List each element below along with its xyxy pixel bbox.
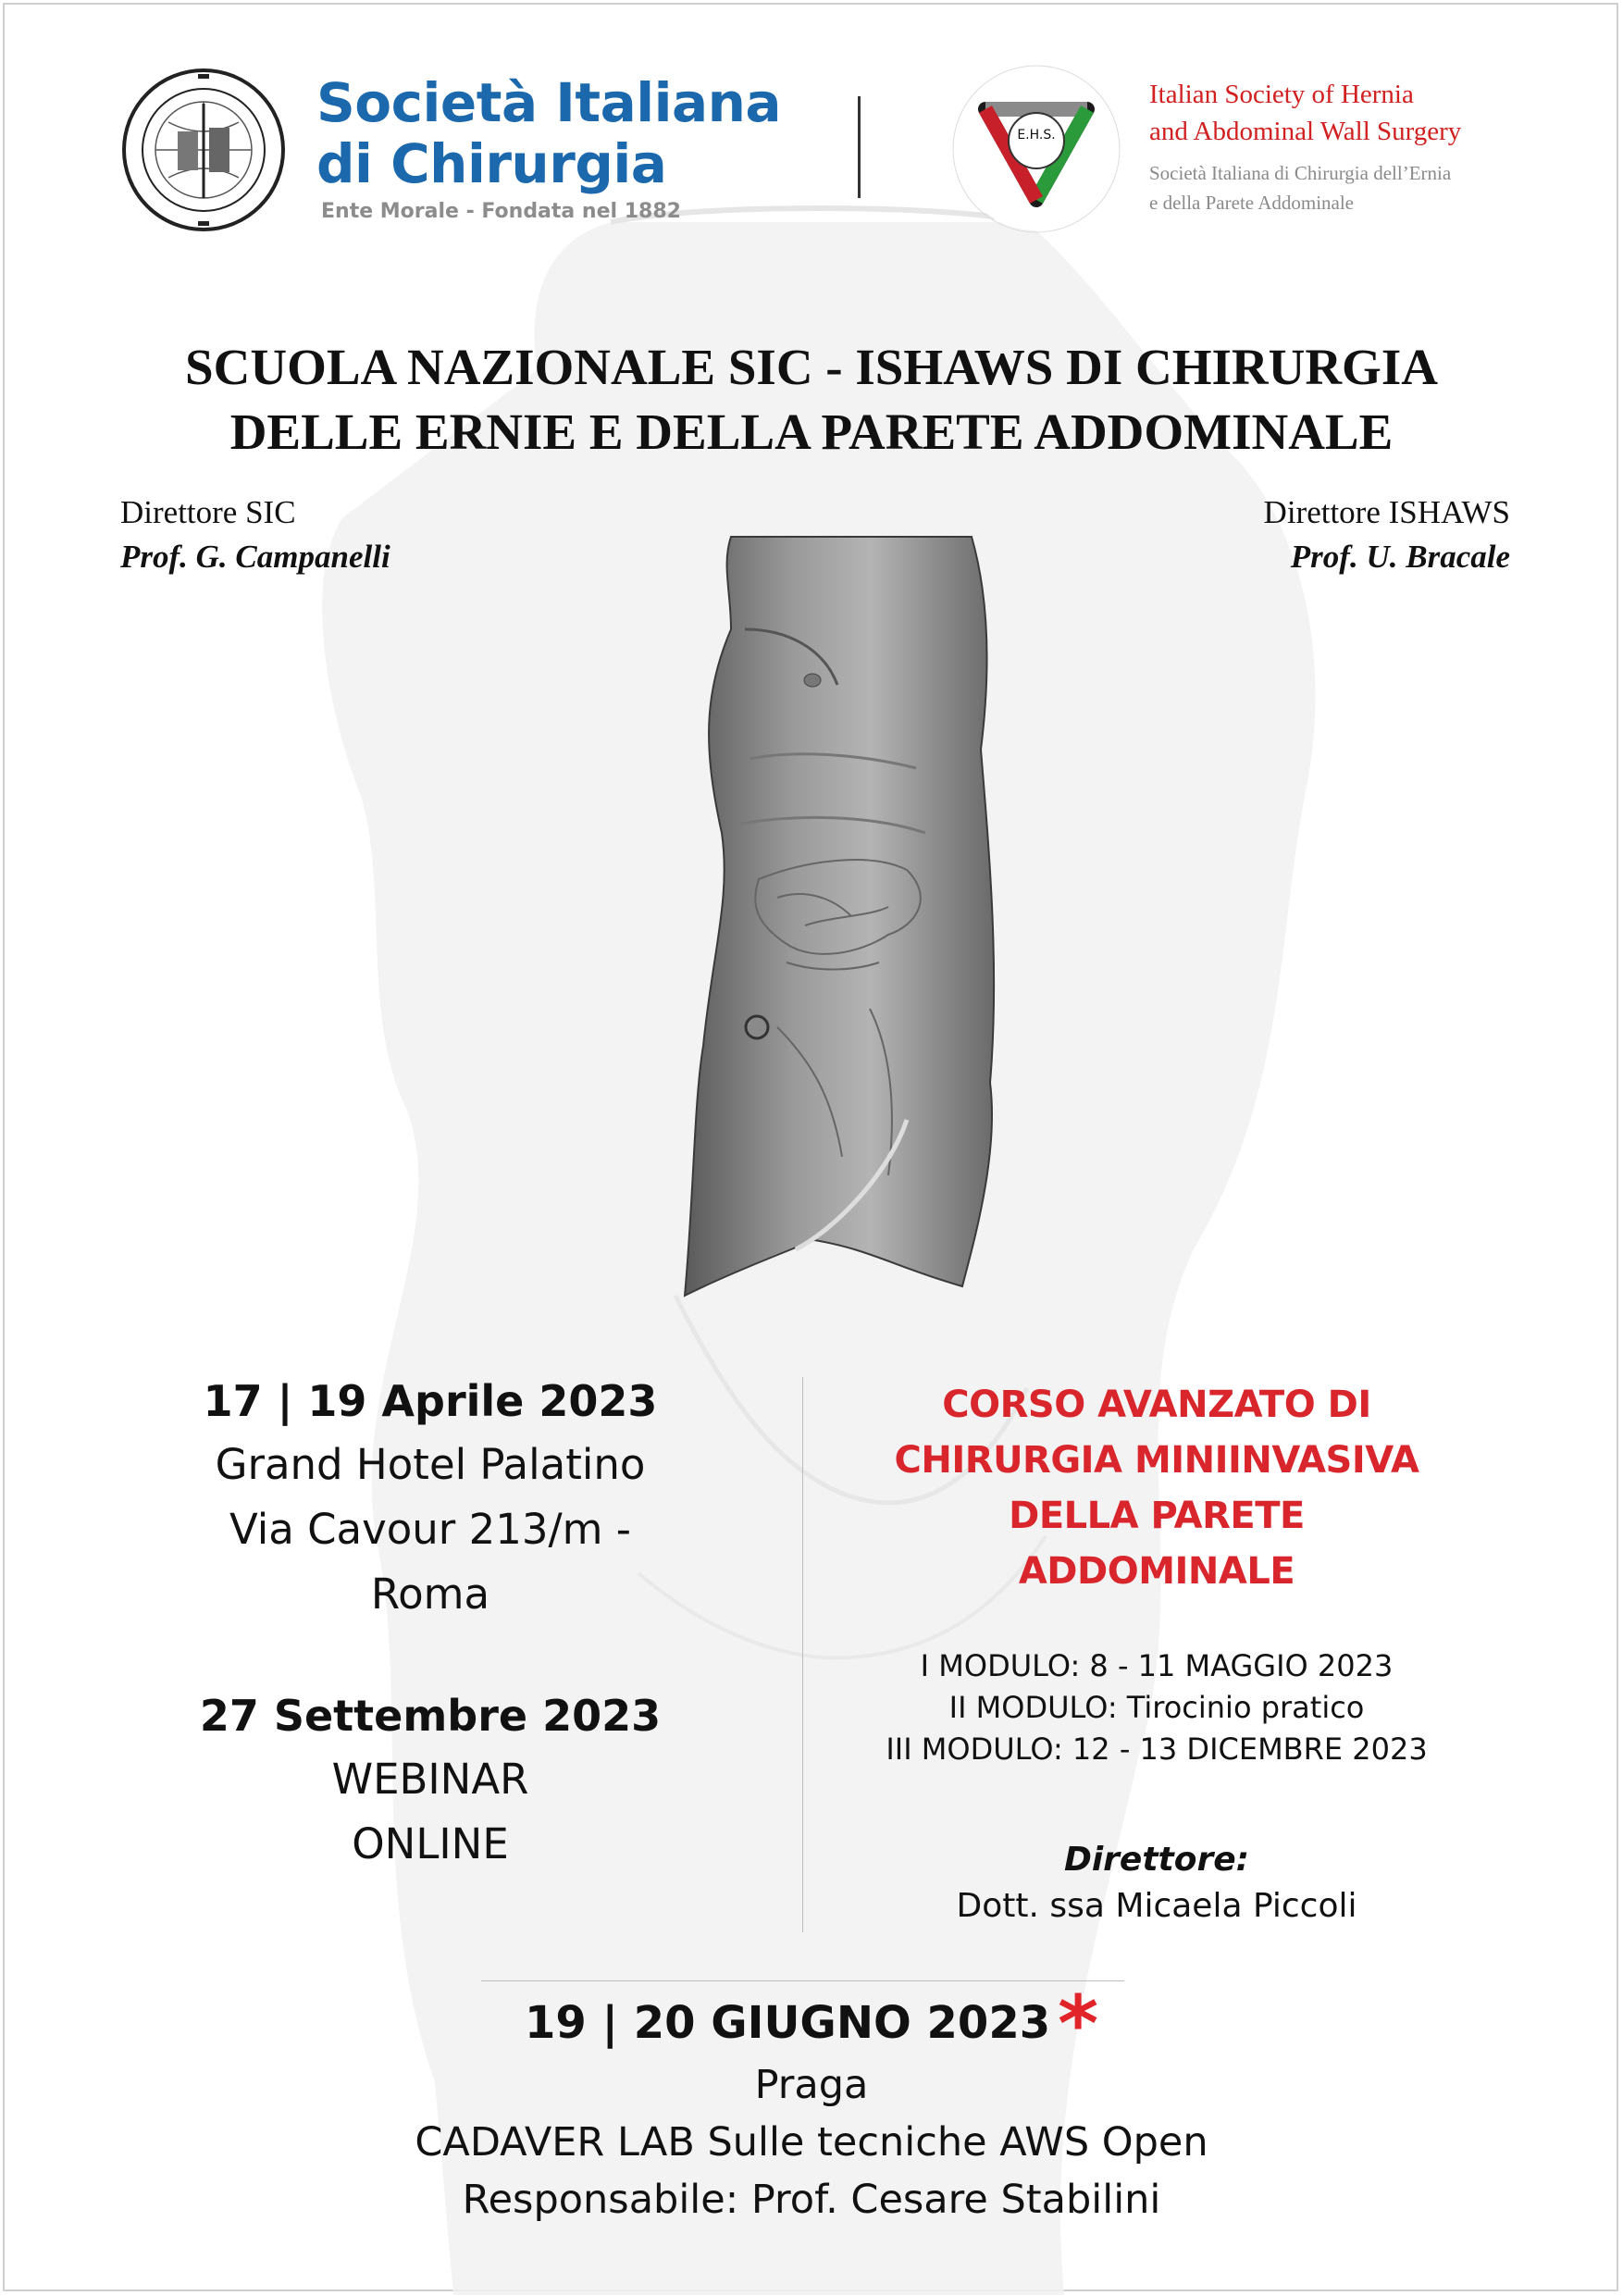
cadaver-lab-city: Praga xyxy=(754,2062,869,2108)
sic-seal-logo xyxy=(120,67,287,233)
cadaver-lab-date-row xyxy=(278,1979,1345,2069)
advanced-course xyxy=(833,1377,1481,1930)
course-modules xyxy=(833,1645,1481,1770)
course-title-line3: DELLA PARETE xyxy=(1009,1495,1305,1537)
bottom-divider xyxy=(481,1980,1124,1981)
director-sic-role: Direttore SIC xyxy=(120,494,296,530)
ishaws-sub-line2: e della Parete Addominale xyxy=(1149,192,1355,214)
director-ishaws-name: Prof. U. Bracale xyxy=(1290,539,1510,575)
sic-name-line1: Società Italiana xyxy=(316,71,782,134)
asterisk-icon: * xyxy=(1058,1979,1099,2069)
sic-name xyxy=(316,72,781,194)
director-sic-name: Prof. G. Campanelli xyxy=(120,539,390,575)
event1-venue: Grand Hotel Palatino xyxy=(215,1440,646,1489)
sic-subtitle: Ente Morale - Fondata nel 1882 xyxy=(321,200,681,223)
course-director-name: Dott. ssa Micaela Piccoli xyxy=(956,1887,1357,1925)
event1-city: Roma xyxy=(370,1570,490,1619)
event2-mode: ONLINE xyxy=(352,1819,509,1868)
ishaws-name-line2: and Abdominal Wall Surgery xyxy=(1149,117,1462,146)
module-1: I MODULO: 8 - 11 MAGGIO 2023 xyxy=(920,1648,1394,1683)
module-2: II MODULO: Tirocinio pratico xyxy=(948,1690,1365,1725)
course-director-label: Direttore: xyxy=(1063,1841,1250,1879)
event2-date: 27 Settembre 2023 xyxy=(199,1691,662,1741)
ishaws-name xyxy=(1149,76,1461,150)
event1-date: 17 | 19 Aprile 2023 xyxy=(203,1376,658,1426)
ishaws-name-line1: Italian Society of Hernia xyxy=(1149,80,1414,109)
header-divider xyxy=(858,96,861,198)
ehs-logo-center-text: E.H.S. xyxy=(1017,128,1056,143)
school-title xyxy=(56,335,1567,465)
ishaws-italian-name xyxy=(1149,158,1451,217)
school-title-line1: SCUOLA NAZIONALE SIC - ISHAWS DI CHIRURGIA xyxy=(185,339,1438,395)
school-title-line2: DELLE ERNIE E DELLA PARETE ADDOMINALE xyxy=(229,403,1394,460)
cadaver-lab-title: CADAVER LAB Sulle tecniche AWS Open xyxy=(415,2119,1208,2166)
course-title-line1: CORSO AVANZATO DI xyxy=(942,1384,1371,1426)
director-ishaws-role: Direttore ISHAWS xyxy=(1263,494,1510,530)
ishaws-ehs-logo xyxy=(948,61,1124,237)
cadaver-lab-responsible: Responsabile: Prof. Cesare Stabilini xyxy=(462,2177,1161,2223)
left-events xyxy=(143,1370,717,1877)
event1-address: Via Cavour 213/m - xyxy=(229,1505,632,1554)
course-title-line2: CHIRURGIA MINIINVASIVA xyxy=(894,1439,1419,1482)
abdominal-wall-illustration xyxy=(592,527,1018,1314)
module-3: III MODULO: 12 - 13 DICEMBRE 2023 xyxy=(886,1731,1428,1767)
event2-type: WEBINAR xyxy=(331,1755,529,1804)
director-sic xyxy=(120,490,390,579)
cadaver-lab-event xyxy=(278,1979,1345,2228)
course-title-line4: ADDOMINALE xyxy=(1018,1550,1295,1593)
column-divider xyxy=(802,1377,803,1932)
ishaws-sub-line1: Società Italiana di Chirurgia dell’Ernia xyxy=(1149,162,1452,184)
director-ishaws xyxy=(1264,490,1510,579)
sic-name-line2: di Chirurgia xyxy=(316,132,667,195)
cadaver-lab-date: 19 | 20 GIUGNO 2023 xyxy=(524,1997,1051,2049)
